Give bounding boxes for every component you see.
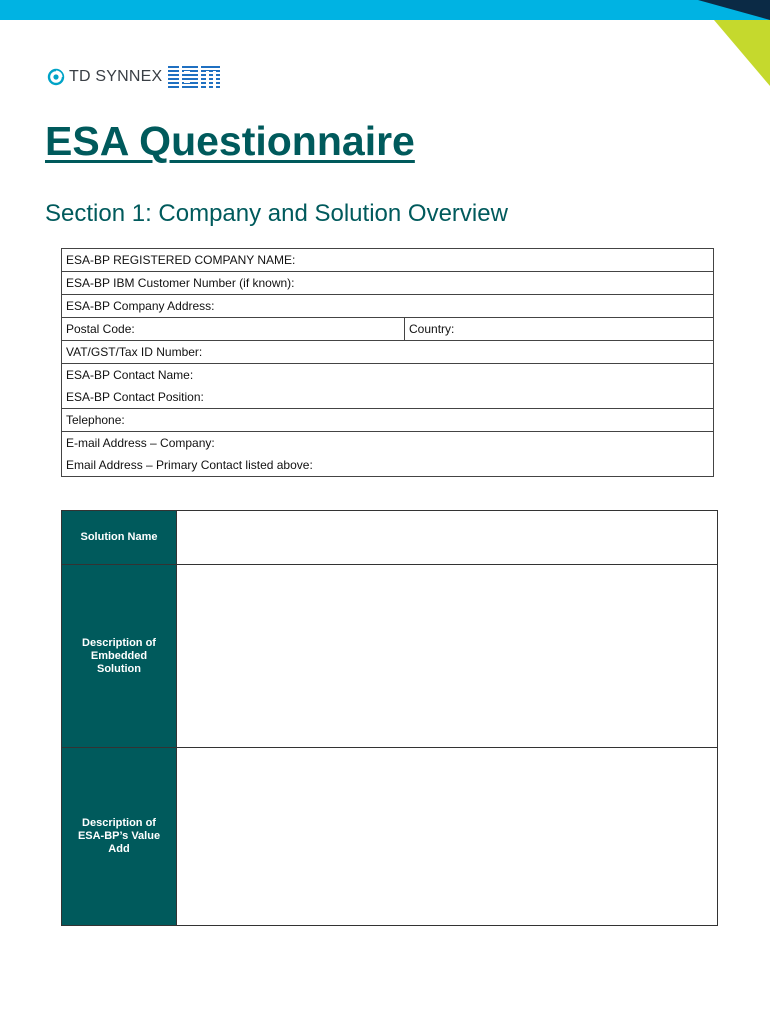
td-synnex-swirl-icon: [47, 68, 65, 86]
country-field[interactable]: Country:: [405, 318, 714, 341]
section-heading: Section 1: Company and Solution Overview: [45, 200, 508, 227]
telephone-field[interactable]: Telephone:: [62, 409, 714, 432]
postal-code-field[interactable]: Postal Code:: [62, 318, 405, 341]
td-synnex-ibm-logo: [47, 64, 220, 90]
embedded-description-input[interactable]: [177, 565, 718, 748]
contact-position-field[interactable]: ESA-BP Contact Position:: [66, 390, 204, 404]
document-title: ESA Questionnaire: [45, 118, 415, 164]
email-primary-contact-field[interactable]: Email Address – Primary Contact listed above:: [66, 458, 313, 472]
value-add-description-input[interactable]: [177, 748, 718, 926]
td-synnex-wordmark: TD SYNNEX: [69, 68, 163, 85]
ibm-logo-icon: [168, 66, 220, 88]
email-group: [62, 432, 714, 477]
email-company-field[interactable]: E-mail Address – Company:: [66, 436, 215, 450]
company-address-field[interactable]: ESA-BP Company Address:: [62, 295, 714, 318]
solution-name-label: Solution Name: [62, 511, 177, 565]
contact-name-field[interactable]: ESA-BP Contact Name:: [66, 368, 194, 382]
ibm-customer-number-field[interactable]: ESA-BP IBM Customer Number (if known):: [62, 272, 714, 295]
value-add-description-label: Description of ESA-BP’s Value Add: [62, 748, 177, 926]
tax-id-field[interactable]: VAT/GST/Tax ID Number:: [62, 341, 714, 364]
corner-decoration: [698, 0, 770, 90]
embedded-description-label: Description of Embedded Solution: [62, 565, 177, 748]
solution-form: [61, 510, 718, 926]
contact-group: [62, 364, 714, 409]
header-cyan-bar: [0, 0, 770, 20]
company-info-form: [61, 248, 714, 477]
solution-name-input[interactable]: [177, 511, 718, 565]
company-name-field[interactable]: ESA-BP REGISTERED COMPANY NAME:: [62, 249, 714, 272]
